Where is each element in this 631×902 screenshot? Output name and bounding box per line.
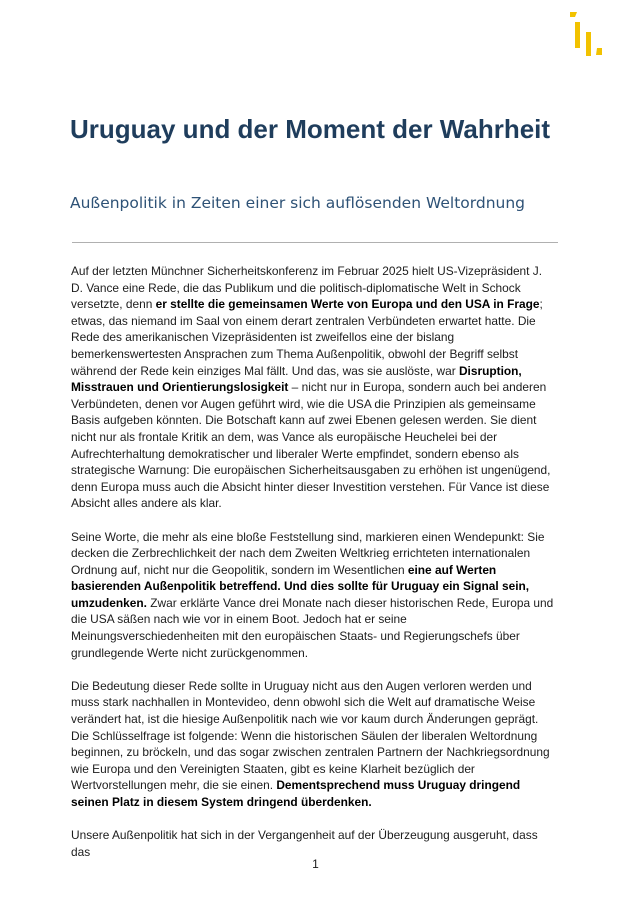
paragraph-text: – nicht nur in Europa, sondern auch bei anderen Verbündeten, denen vor Augen geführt wird, wie die USA die Prinzipien als gemeinsame Basis aufgeben könnten. Die Botschaft kann auf zwei Ebenen gelesen werden. Sie dient nicht nur als frontale Kritik an dem, was Vance als europäische Heuchelei bei der Aufrechterhaltung demokratischer und liberaler Werte empfindet, sondern ebenso als strategische Warnung: Die europäischen Sicherheitsausgaben zu erhöhen ist ungenügend, denn Europa muss auch die Absicht hinter dieser Investition verstehen. Für Vance ist diese Absicht alles andere als klar. (71, 380, 551, 511)
body-paragraph (71, 678, 557, 811)
logo-bar-tall (575, 22, 580, 48)
paragraph-text: ; etwas, das niemand im Saal von einem derart zentralen Verbündeten erwartet hatte. Die Rede des amerikanischen Vizepräsidenten ist zweifellos eine der bislang bemerkenswertesten Ansprachen zum Thema Außenpolitik, obwohl der Begriff selbst während der Rede kein einziges Mal fällt. Und das, was sie auslöste, war (71, 297, 543, 378)
logo-bar-bottom (596, 48, 602, 55)
emphasized-text: er stellte die gemeinsamen Werte von Europa und den USA in Frage (155, 297, 540, 312)
emphasized-text: Disruption, Misstrauen und Orientierungslosigkeit (71, 363, 522, 395)
title-divider (72, 242, 558, 243)
emphasized-text: eine auf Werten basierenden Außenpolitik betreffend. Und dies sollte für Uruguay ein Signal sein, umzudenken. (71, 562, 530, 610)
document-body (71, 263, 557, 877)
body-paragraph (71, 827, 557, 860)
paragraph-text: Seine Worte, die mehr als eine bloße Feststellung sind, markieren einen Wendepunkt: Sie decken die Zerbrechlichkeit der nach dem Zweiten Weltkrieg errichteten internationalen Ordnung auf, nicht nur die Geopolitik, sondern im Wesentlichen (71, 529, 545, 577)
paragraph-text: Zwar erklärte Vance drei Monate nach dieser historischen Rede, Europa und die USA säßen nach wie vor in einem Boot. Jedoch hat er seine Meinungsverschiedenheiten mit den europäischen Staats- und Regierungschefs über grundlegende Werte nicht zurückgenommen. (71, 595, 554, 660)
paragraph-text: Die Bedeutung dieser Rede sollte in Uruguay nicht aus den Augen verloren werden und muss stark nachhallen in Montevideo, denn obwohl sich die Welt auf dramatische Weise verändert hat, ist die hiesige Außenpolitik nach wie vor kaum durch Änderungen geprägt. Die Schlüsselfrage ist folgende: Wenn die historischen Säulen der liberalen Weltordnung beginnen, zu bröckeln, und das sogar zwischen zentralen Partnern der Nachkriegsordnung wie Europa und den Vereinigten Staaten, gibt es keine Klarheit bezüglich der Wertvorstellungen mehr, die sie einen. (71, 678, 550, 793)
document-subtitle: Außenpolitik in Zeiten einer sich auflösenden Weltordnung (70, 194, 526, 212)
body-paragraph (71, 529, 557, 662)
logo-bar-mid (586, 32, 591, 56)
emphasized-text: Dementsprechend muss Uruguay dringend seinen Platz in diesem System dringend überdenken. (71, 778, 521, 809)
document-title: Uruguay und der Moment der Wahrheit (70, 114, 551, 144)
paragraph-text: Auf der letzten Münchner Sicherheitskonferenz im Februar 2025 hielt US-Vizepräsident J. D. Vance eine Rede, die das Publikum und die politisch-diplomatische Welt in Schock versetzte, denn (71, 264, 543, 312)
page-number: 1 (312, 857, 319, 871)
brand-logo-icon (568, 10, 604, 58)
logo-bar-top (570, 12, 577, 17)
body-paragraph (71, 263, 557, 512)
paragraph-text: Unsere Außenpolitik hat sich in der Vergangenheit auf der Überzeugung ausgeruht, dass das (71, 828, 538, 859)
